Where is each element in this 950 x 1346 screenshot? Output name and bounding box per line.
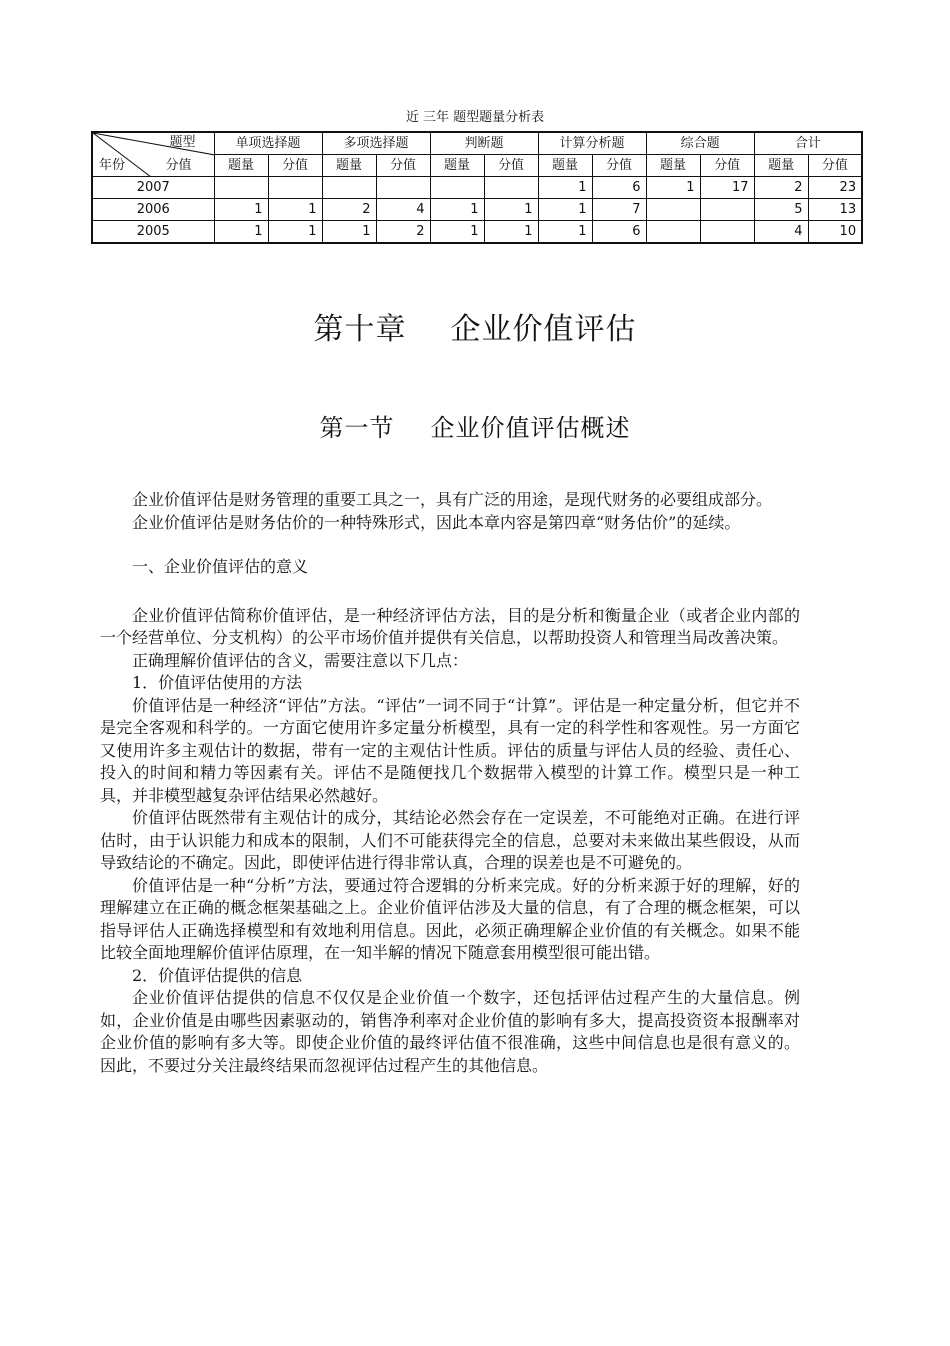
table-cell: 6 xyxy=(592,221,646,244)
table-cell: 13 xyxy=(808,199,862,221)
paragraph: 价值评估既然带有主观估计的成分，其结论必然会存在一定误差，不可能绝对正确。在进行评估时，由于认识能力和成本的限制，人们不可能获得完全的信息，总要对未来做出某些假设，从而导致结论的不确定。因此，即使评估进行得非常认真，合理的误差也是不可避免的。 xyxy=(100,808,800,872)
paragraph: 价值评估是一种“分析”方法，要通过符合逻辑的分析来完成。好的分析来源于好的理解，好的理解建立在正确的概念框架基础之上。企业价值评估涉及大量的信息，有了合理的概念框架，可以指导评估人正确选择模型和有效地利用信息。因此，必须正确理解企业价值的有关概念。如果不能比较全面地理解价值评估原理，在一知半解的情况下随意套用模型很可能出错。 xyxy=(100,875,800,962)
corner-label-score: 分值 xyxy=(165,158,192,173)
paragraph: 企业价值评估是财务估价的一种特殊形式，因此本章内容是第四章“财务估价”的延续。 xyxy=(132,512,741,532)
table-cell xyxy=(646,199,700,221)
table-cell: 1 xyxy=(538,199,592,221)
table-cell: 23 xyxy=(808,177,862,199)
paragraph: 企业价值评估提供的信息不仅仅是企业价值一个数字，还包括评估过程产生的大量信息。例如，企业价值是由哪些因素驱动的，销售净利率对企业价值的影响有多大，提高投资资本报酬率对企业价值的影响有多大等。即使企业价值的最终评估值不很准确，这些中间信息也是很有意义的。因此，不要过分关注最终结果而忽视评估过程产生的其他信息。 xyxy=(100,988,800,1075)
table-cell: 4 xyxy=(376,199,430,221)
table-row xyxy=(92,199,862,221)
chapter-title: 企业价值评估 xyxy=(450,312,637,347)
table-cell xyxy=(430,177,484,199)
table-cell: 7 xyxy=(592,199,646,221)
group-header: 判断题 xyxy=(430,132,538,155)
group-header: 合计 xyxy=(754,132,862,155)
table-cell: 1 xyxy=(484,199,538,221)
table-cell: 2 xyxy=(322,199,376,221)
body-text xyxy=(100,489,800,1077)
group-header: 计算分析题 xyxy=(538,132,646,155)
table-cell: 1 xyxy=(646,177,700,199)
numbered-heading: 2．价值评估提供的信息 xyxy=(132,965,303,985)
table-cell: 5 xyxy=(754,199,808,221)
table-cell xyxy=(700,221,754,244)
table-cell xyxy=(376,177,430,199)
table-cell xyxy=(700,199,754,221)
section-heading xyxy=(0,408,950,443)
table-cell: 2 xyxy=(754,177,808,199)
table-cell: 1 xyxy=(430,221,484,244)
subheader-cell: 题量 xyxy=(646,155,700,177)
subheader-cell: 分值 xyxy=(592,155,646,177)
table-cell: 1 xyxy=(214,221,268,244)
year-cell: 2007 xyxy=(92,177,214,199)
chapter-heading xyxy=(0,304,950,348)
group-header: 单项选择题 xyxy=(214,132,322,155)
subheader-cell: 分值 xyxy=(484,155,538,177)
subheader-cell: 题量 xyxy=(430,155,484,177)
section-number: 第一节 xyxy=(319,414,395,442)
subheader-cell: 题量 xyxy=(322,155,376,177)
numbered-heading: 1．价值评估使用的方法 xyxy=(132,673,303,692)
table-cell xyxy=(484,177,538,199)
paragraph: 正确理解价值评估的含义，需要注意以下几点： xyxy=(132,650,469,670)
subheader-cell: 分值 xyxy=(376,155,430,177)
table-header-row xyxy=(92,132,862,155)
subheader-cell: 题量 xyxy=(214,155,268,177)
year-cell: 2005 xyxy=(92,221,214,244)
table-cell: 2 xyxy=(376,221,430,244)
table-cell xyxy=(322,177,376,199)
subheader-cell: 题量 xyxy=(754,155,808,177)
table-cell: 1 xyxy=(430,199,484,221)
subheader-cell: 分值 xyxy=(808,155,862,177)
subheader-cell: 题量 xyxy=(538,155,592,177)
subsection-heading: 一、企业价值评估的意义 xyxy=(132,557,309,576)
corner-label-type: 题型 xyxy=(169,135,196,150)
question-stats-table xyxy=(91,131,863,244)
table-cell: 1 xyxy=(268,221,322,244)
table-cell: 1 xyxy=(268,199,322,221)
table-cell xyxy=(646,221,700,244)
table-cell: 4 xyxy=(754,221,808,244)
table-caption: 近 三年 题型题量分析表 xyxy=(405,110,545,125)
group-header: 综合题 xyxy=(646,132,754,155)
table-cell: 17 xyxy=(700,177,754,199)
table-cell: 1 xyxy=(484,221,538,244)
table-cell: 1 xyxy=(322,221,376,244)
table-cell xyxy=(214,177,268,199)
paragraph: 企业价值评估简称价值评估，是一种经济评估方法，目的是分析和衡量企业（或者企业内部的一个经营单位、分支机构）的公平市场价值并提供有关信息，以帮助投资人和管理当局改善决策。 xyxy=(100,605,800,647)
table-cell: 10 xyxy=(808,221,862,244)
year-cell: 2006 xyxy=(92,199,214,221)
table-cell: 1 xyxy=(214,199,268,221)
paragraph: 价值评估是一种经济“评估”方法。“评估”一词不同于“计算”。评估是一种定量分析，但它并不是完全客观和科学的。一方面它使用许多定量分析模型，具有一定的科学性和客观性。另一方面它又使用许多主观估计的数据，带有一定的主观估计性质。评估的质量与评估人员的经验、责任心、投入的时间和精力等因素有关。评估不是随便找几个数据带入模型的计算工作。模型只是一种工具，并非模型越复杂评估结果必然越好。 xyxy=(100,695,800,805)
corner-label-year: 年份 xyxy=(99,158,126,173)
table-row xyxy=(92,177,862,199)
chapter-number: 第十章 xyxy=(313,312,407,347)
table-cell: 1 xyxy=(538,221,592,244)
subheader-cell: 分值 xyxy=(268,155,322,177)
table-cell: 1 xyxy=(538,177,592,199)
section-title: 企业价值评估概述 xyxy=(430,414,631,442)
group-header: 多项选择题 xyxy=(322,132,430,155)
table-corner-cell xyxy=(92,132,214,177)
paragraph: 企业价值评估是财务管理的重要工具之一，具有广泛的用途，是现代财务的必要组成部分。 xyxy=(132,490,773,509)
table-row xyxy=(92,221,862,244)
table-cell: 6 xyxy=(592,177,646,199)
subheader-cell: 分值 xyxy=(700,155,754,177)
table-cell xyxy=(268,177,322,199)
